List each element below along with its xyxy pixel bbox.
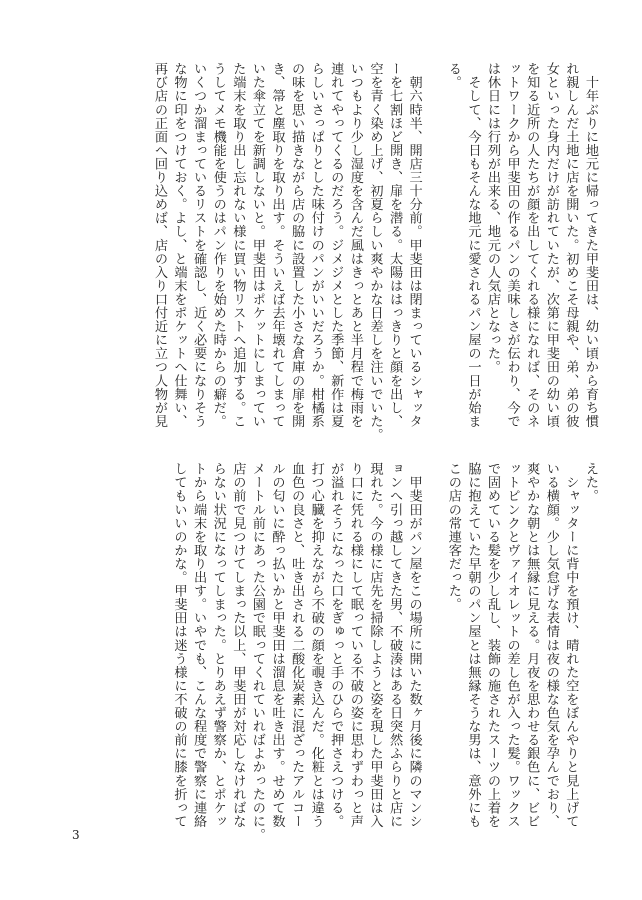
body-text-upper: 十年ぶりに地元に帰ってきた甲斐田は、幼い頃から育ち慣 れ親しんだ土地に店を開いた。初めこそ母親や、弟、弟の彼 女といった身内だけが訪れていたが、次第に甲斐田の幼い頃 を知る近所の人たちが顔を出してくれる様になれば、そのネ ットワークから甲斐田の作るパンの美味しさが伝わり、今で は休日には行列が出来る、地元の人気店となった。 そして、今日もそんな地元に愛されるパン屋の一日が始ま る。 朝六時半、開店三十分前。甲斐田は閉まっているシャッタ ーを七割ほど開き、扉を潜る。太陽ははっきりと顔を出し、 空を青く染め上げ、初夏らしい爽やかな日差しを注いでいた。 いつもより少し湿度を含んだ風はきっとあと半月程で梅雨を 連れてやってくるのだろう。ジメジメとした季節、新作は夏 らしいさっぱりとした味付けのパンがいいだろうか。柑橘系 の味を思い描きながら店の脇に設置した小さな倉庫の扉を開 き、箒と塵取りを取り出す。そういえば去年壊れてしまって いた傘立てを新調しないと。甲斐田はポケットにしまってい た端末を取り出し忘れない様に買い物リストへ追加する。こ うしてメモ機能を使うのはパン作りを始めた時からの癖だ。 いくつか溜まっているリストを確認し、近く必要になりそう な物に印をつけておく。よし、と端末をポケットへ仕舞い、 再び店の正面へ回り込めば、店の入り口付近に立つ人物が見 bbox=[151, 62, 598, 442]
body-text-lower: えた。 シャッターに背中を預け、晴れた空をぼんやりと見上げて いる横顔。少し気怠げな表情は夜の様な色気を孕んでおり、 爽やかな朝とは無縁に見える。月夜を思わせる銀色に、ビビ ットピンクとヴァイオレットの差し色が入った髪。ワックス で固めている髪を少し乱し、装飾の施されたスーツの上着を 脇に抱えていた早朝のパン屋とは無縁そうな男は、意外にも この店の常連客だった。 甲斐田がパン屋をこの場所に開いた数ヶ月後に隣のマンシ ョンへ引っ越してきた男、不破湊はある日突然ふらりと店に 現れた。今の様に店先を掃除しようと姿を現した甲斐田は入 り口に凭れる様にして眠っている不破の姿に思わずわっと声 が溢れそうになった口をぎゅっと手のひらで押さえつける。 打つ心臓を抑えながら不破の顔を覗き込んだ。化粧とは違う 血色の良さと、吐き出される二酸化炭素に混ざったアルコー ルの匂いに酔っ払いかと甲斐田は溜息を吐き出す。せめて数 メートル前にあった公園で眠ってくれていればよかったのに。 店の前で見つけてしまった以上、甲斐田が対応しなければな らない状況になってしまった。とりあえず警察か、とポケッ トから端末を取り出す。いやでも、こんな程度で警察に連絡 してもいいのかな。甲斐田は迷う様に不破の前に膝を折って bbox=[171, 462, 598, 842]
page-number: 3 bbox=[72, 828, 80, 842]
